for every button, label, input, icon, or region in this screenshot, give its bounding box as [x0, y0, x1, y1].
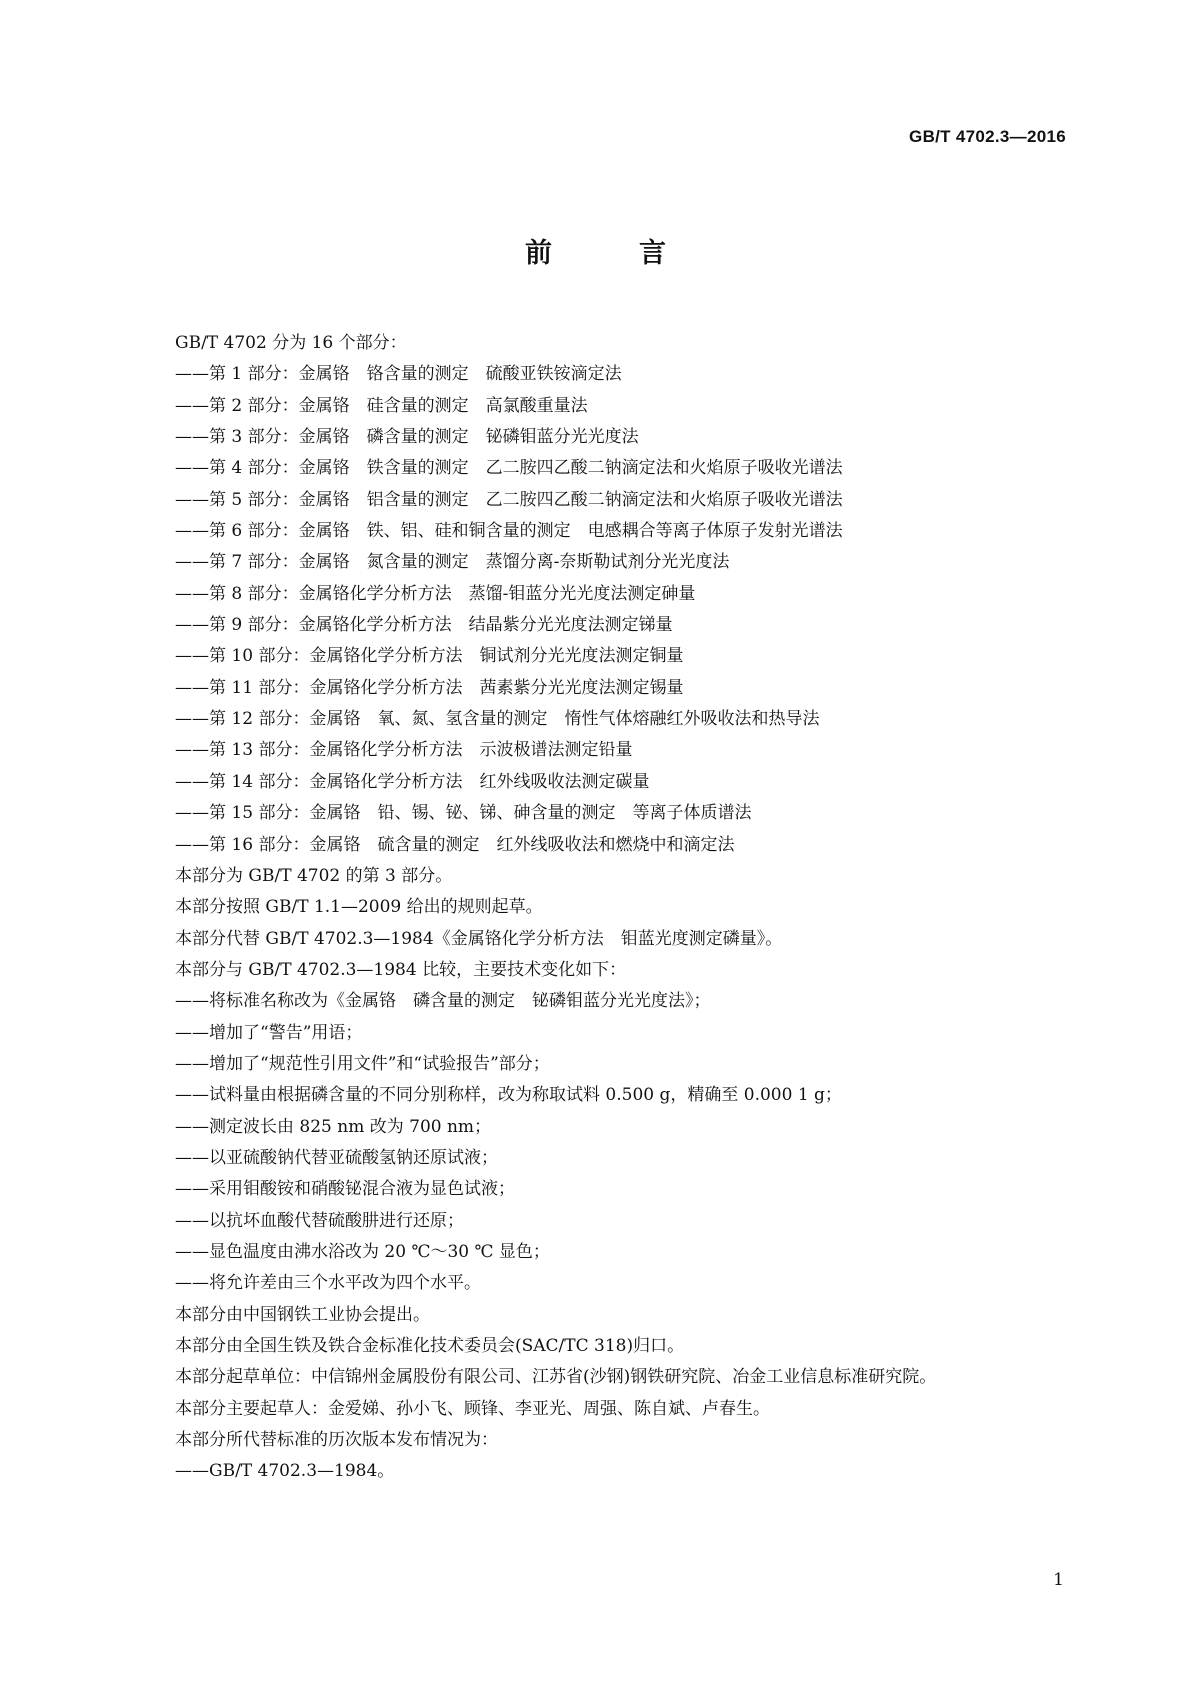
- paragraph: 本部分由中国钢铁工业协会提出。: [175, 1304, 430, 1325]
- paragraph: 本部分起草单位：中信锦州金属股份有限公司、江苏省(沙钢)钢铁研究院、冶金工业信息标准研究院。: [175, 1367, 937, 1388]
- paragraph: 本部分与 GB/T 4702.3—1984 比较，主要技术变化如下：: [175, 959, 627, 980]
- page-number: 1: [1053, 1570, 1064, 1590]
- paragraph: 本部分所代替标准的历次版本发布情况为：: [175, 1430, 498, 1451]
- list-item: ——将标准名称改为《金属铬 磷含量的测定 铋磷钼蓝分光光度法》；: [175, 991, 711, 1012]
- list-item: ——第 10 部分：金属铬化学分析方法 铜试剂分光光度法测定铜量: [175, 646, 684, 667]
- list-item: ——第 14 部分：金属铬化学分析方法 红外线吸收法测定碳量: [175, 771, 650, 792]
- list-item: ——试料量由根据磷含量的不同分别称样，改为称取试料 0.500 g，精确至 0.000 1 g；: [175, 1085, 842, 1106]
- list-item: ——第 13 部分：金属铬化学分析方法 示波极谱法测定铅量: [175, 740, 633, 761]
- list-item: ——第 8 部分：金属铬化学分析方法 蒸馏-钼蓝分光光度法测定砷量: [175, 583, 696, 604]
- list-item: ——第 6 部分：金属铬 铁、铝、硅和铜含量的测定 电感耦合等离子体原子发射光谱法: [175, 521, 843, 542]
- list-item: ——采用钼酸铵和硝酸铋混合液为显色试液；: [175, 1179, 515, 1200]
- page-title: 前 言: [525, 238, 696, 269]
- list-item: ——第 3 部分：金属铬 磷含量的测定 铋磷钼蓝分光光度法: [175, 427, 639, 448]
- list-item: ——第 12 部分：金属铬 氧、氮、氢含量的测定 惰性气体熔融红外吸收法和热导法: [175, 709, 820, 730]
- list-item: ——第 2 部分：金属铬 硅含量的测定 高氯酸重量法: [175, 395, 588, 416]
- paragraph: 本部分主要起草人：金爱娣、孙小飞、顾锋、李亚光、周强、陈自斌、卢春生。: [175, 1398, 770, 1419]
- list-item: ——以亚硫酸钠代替亚硫酸氢钠还原试液；: [175, 1147, 498, 1168]
- list-item: ——第 1 部分：金属铬 铬含量的测定 硫酸亚铁铵滴定法: [175, 364, 622, 385]
- list-item: ——GB/T 4702.3—1984。: [175, 1461, 395, 1482]
- list-item: ——显色温度由沸水浴改为 20 ℃～30 ℃ 显色；: [175, 1241, 550, 1262]
- list-item: ——增加了“警告”用语；: [175, 1022, 363, 1043]
- list-item: ——将允许差由三个水平改为四个水平。: [175, 1273, 481, 1294]
- paragraph: 本部分为 GB/T 4702 的第 3 部分。: [175, 865, 453, 886]
- list-item: ——第 5 部分：金属铬 铝含量的测定 乙二胺四乙酸二钠滴定法和火焰原子吸收光谱法: [175, 489, 843, 510]
- list-item: ——第 11 部分：金属铬化学分析方法 茜素紫分光光度法测定锡量: [175, 677, 684, 698]
- paragraph: GB/T 4702 分为 16 个部分：: [175, 333, 407, 353]
- document-body: [136, 328, 1066, 1488]
- list-item: ——第 9 部分：金属铬化学分析方法 结晶紫分光光度法测定锑量: [175, 615, 673, 636]
- list-item: ——以抗坏血酸代替硫酸肼进行还原；: [175, 1210, 464, 1231]
- standard-code: GB/T 4702.3—2016: [909, 127, 1066, 146]
- list-item: ——测定波长由 825 nm 改为 700 nm；: [175, 1116, 492, 1137]
- paragraph: 本部分代替 GB/T 4702.3—1984《金属铬化学分析方法 钼蓝光度测定磷量》。: [175, 928, 783, 949]
- list-item: ——增加了“规范性引用文件”和“试验报告”部分；: [175, 1053, 550, 1074]
- paragraph: 本部分按照 GB/T 1.1—2009 给出的规则起草。: [175, 897, 543, 918]
- list-item: ——第 16 部分：金属铬 硫含量的测定 红外线吸收法和燃烧中和滴定法: [175, 834, 735, 855]
- list-item: ——第 7 部分：金属铬 氮含量的测定 蒸馏分离-奈斯勒试剂分光光度法: [175, 552, 730, 573]
- list-item: ——第 15 部分：金属铬 铅、锡、铋、锑、砷含量的测定 等离子体质谱法: [175, 803, 752, 824]
- list-item: ——第 4 部分：金属铬 铁含量的测定 乙二胺四乙酸二钠滴定法和火焰原子吸收光谱法: [175, 458, 843, 479]
- paragraph: 本部分由全国生铁及铁合金标准化技术委员会(SAC/TC 318)归口。: [175, 1336, 685, 1356]
